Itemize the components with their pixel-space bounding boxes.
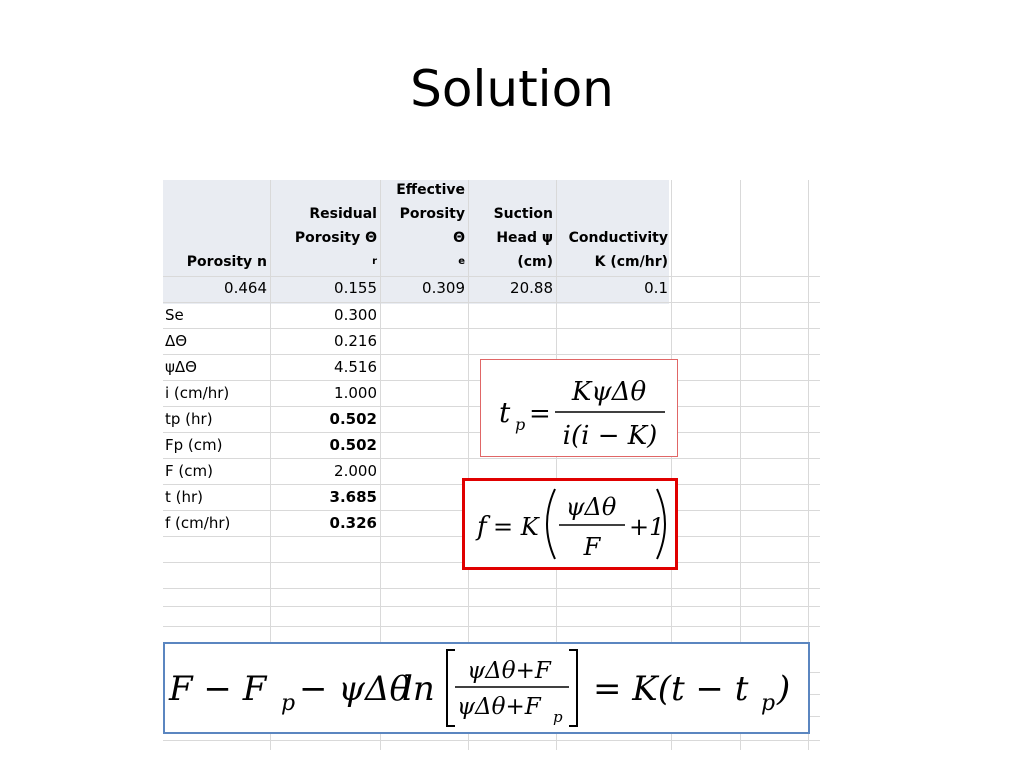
main-ln: ln xyxy=(402,669,435,709)
f-lhs: f xyxy=(477,512,487,542)
f-plus-one: +1 xyxy=(629,513,665,541)
main-close-paren: ) xyxy=(777,669,791,709)
grid-line xyxy=(163,458,820,459)
grid-line xyxy=(163,606,820,607)
f-numerator: ψΔθ xyxy=(565,493,617,521)
row-value: 0.300 xyxy=(334,306,377,324)
main-numerator: ψΔθ+F xyxy=(467,658,551,684)
row-label: Se xyxy=(165,306,184,324)
main-equation-box xyxy=(163,642,810,734)
main-rhs: = K(t − t xyxy=(593,669,749,709)
grid-line xyxy=(163,740,820,741)
grid-line xyxy=(163,626,820,627)
row-value: 4.516 xyxy=(334,358,377,376)
row-value: 0.326 xyxy=(329,514,377,532)
row-label: ΔΘ xyxy=(165,332,188,350)
f-equation-box xyxy=(462,478,678,570)
effective-porosity-value: 0.309 xyxy=(422,279,465,297)
tp-equation xyxy=(481,360,677,456)
row-value: 0.502 xyxy=(329,436,377,454)
main-equation xyxy=(165,644,808,732)
f-eq-k: = K xyxy=(493,513,539,541)
f-denominator: F xyxy=(583,533,601,561)
slide-title: Solution xyxy=(410,60,614,118)
tp-denominator: i(i − K) xyxy=(562,421,658,451)
header-effective-porosity: Effective Porosity Θ e xyxy=(396,182,465,267)
spreadsheet xyxy=(163,180,820,750)
header-suction-head: Suction Head ψ (cm) xyxy=(493,206,553,270)
tp-lhs: t xyxy=(499,396,511,429)
row-value: 0.216 xyxy=(334,332,377,350)
main-lhs-a: F − F xyxy=(169,669,267,709)
f-equation xyxy=(465,481,675,567)
suction-head-value: 20.88 xyxy=(510,279,553,297)
grid-line xyxy=(163,588,820,589)
row-label: i (cm/hr) xyxy=(165,384,230,402)
main-rhs-sub: p xyxy=(761,691,776,716)
row-label: tp (hr) xyxy=(165,410,213,428)
row-value: 2.000 xyxy=(334,462,377,480)
tp-numerator: KψΔθ xyxy=(571,377,647,407)
row-value: 0.502 xyxy=(329,410,377,428)
conductivity-value: 0.1 xyxy=(644,279,668,297)
tp-equation-box xyxy=(480,359,678,457)
header-conductivity: Conductivity K (cm/hr) xyxy=(568,230,668,270)
header-porosity: Porosity n xyxy=(186,254,267,270)
grid-line xyxy=(163,354,820,355)
main-denominator-sub: p xyxy=(553,708,563,726)
left-bracket xyxy=(447,650,455,726)
right-bracket xyxy=(569,650,577,726)
row-label: f (cm/hr) xyxy=(165,514,231,532)
left-paren xyxy=(547,489,555,559)
grid-line xyxy=(163,328,820,329)
main-denominator: ψΔθ+F xyxy=(457,694,541,720)
row-label: Fp (cm) xyxy=(165,436,223,454)
grid-line xyxy=(163,302,820,303)
header-residual-porosity: Residual Porosity Θ r xyxy=(294,206,377,267)
residual-porosity-value: 0.155 xyxy=(334,279,377,297)
tp-equals: = xyxy=(529,399,551,429)
tp-lhs-sub: p xyxy=(515,415,526,434)
row-value: 3.685 xyxy=(329,488,377,506)
porosity-value: 0.464 xyxy=(224,279,267,297)
row-label: ψΔΘ xyxy=(165,358,197,376)
main-psi-delta-theta: − ψΔθ xyxy=(299,669,410,709)
row-label: t (hr) xyxy=(165,488,204,506)
row-label: F (cm) xyxy=(165,462,213,480)
main-lhs-a-sub: p xyxy=(281,691,296,716)
row-value: 1.000 xyxy=(334,384,377,402)
